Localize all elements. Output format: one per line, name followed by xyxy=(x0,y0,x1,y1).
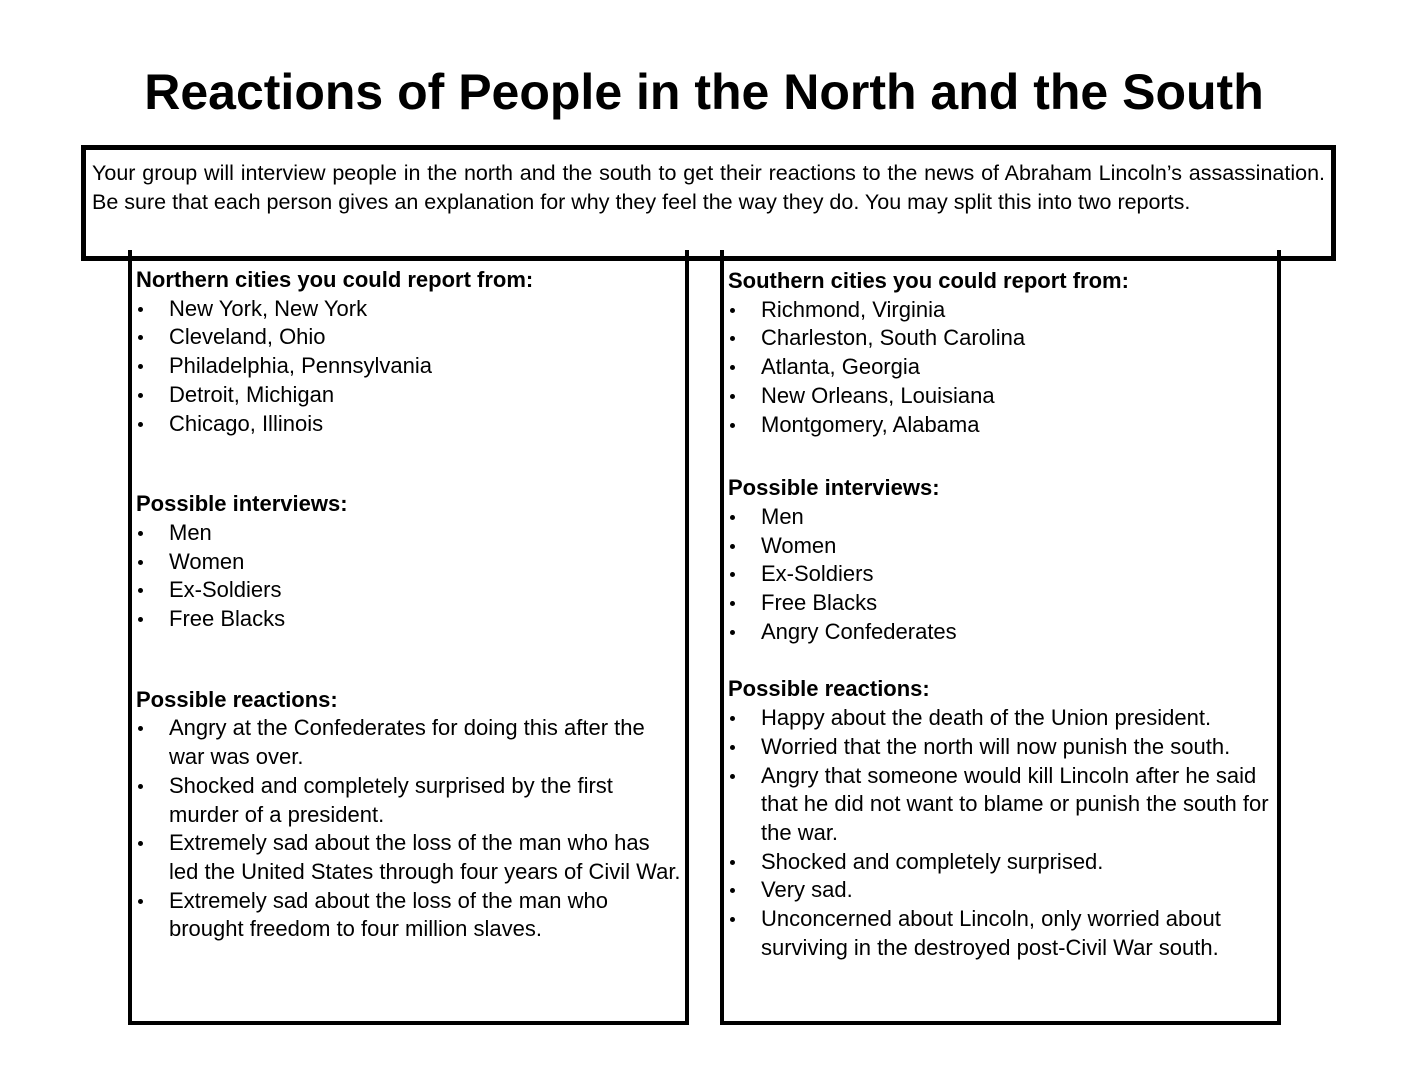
bullet-icon xyxy=(138,560,143,565)
list-item: Ex-Soldiers xyxy=(136,576,683,605)
bullet-icon xyxy=(138,899,143,904)
south-interviews-list xyxy=(728,503,1275,647)
list-item: Angry Confederates xyxy=(728,618,1275,647)
south-reactions-heading: Possible reactions: xyxy=(728,676,930,702)
bullet-icon xyxy=(730,394,735,399)
bullet-icon xyxy=(730,630,735,635)
list-item: Ex-Soldiers xyxy=(728,560,1275,589)
list-item: Extremely sad about the loss of the man who brought freedom to four million slaves. xyxy=(136,887,683,944)
list-item: Unconcerned about Lincoln, only worried about surviving in the destroyed post-Civil War south. xyxy=(728,905,1275,962)
bullet-icon xyxy=(730,601,735,606)
bullet-icon xyxy=(138,307,143,312)
list-item: Richmond, Virginia xyxy=(728,296,1275,325)
bullet-icon xyxy=(138,784,143,789)
south-column xyxy=(720,250,1281,1025)
list-item: Happy about the death of the Union president. xyxy=(728,704,1275,733)
list-item: Shocked and completely surprised. xyxy=(728,848,1275,877)
bullet-icon xyxy=(138,841,143,846)
south-interviews-heading: Possible interviews: xyxy=(728,475,940,501)
list-item: Free Blacks xyxy=(136,605,683,634)
list-item: Angry that someone would kill Lincoln after he said that he did not want to blame or punish the south for the war. xyxy=(728,762,1275,848)
bullet-icon xyxy=(730,860,735,865)
list-item: Men xyxy=(728,503,1275,532)
south-cities-heading: Southern cities you could report from: xyxy=(728,268,1129,293)
list-item: Extremely sad about the loss of the man who has led the United States through four years of Civil War. xyxy=(136,829,683,886)
bullet-icon xyxy=(730,308,735,313)
bullet-icon xyxy=(730,888,735,893)
bullet-icon xyxy=(730,544,735,549)
bullet-icon xyxy=(138,531,143,536)
bullet-icon xyxy=(730,515,735,520)
north-interviews-list xyxy=(136,519,683,634)
bullet-icon xyxy=(730,336,735,341)
list-item: Women xyxy=(136,548,683,577)
north-reactions-heading: Possible reactions: xyxy=(136,686,338,712)
instructions-box: Your group will interview people in the north and the south to get their reactions to the news of Abraham Lincoln’s assassination. Be sure that each person gives an explanation for why they feel the way they do. You may split this into two reports. xyxy=(81,145,1336,261)
bullet-icon xyxy=(138,422,143,427)
bullet-icon xyxy=(730,745,735,750)
bullet-icon xyxy=(138,393,143,398)
north-cities-heading: Northern cities you could report from: xyxy=(136,267,534,292)
list-item: New Orleans, Louisiana xyxy=(728,382,1275,411)
bullet-icon xyxy=(138,726,143,731)
list-item: Atlanta, Georgia xyxy=(728,353,1275,382)
bullet-icon xyxy=(730,774,735,779)
bullet-icon xyxy=(730,917,735,922)
list-item: Shocked and completely surprised by the first murder of a president. xyxy=(136,772,683,829)
page-title: Reactions of People in the North and the South xyxy=(144,64,1264,120)
list-item: Charleston, South Carolina xyxy=(728,324,1275,353)
bullet-icon xyxy=(138,335,143,340)
bullet-icon xyxy=(138,617,143,622)
bullet-icon xyxy=(730,716,735,721)
north-reactions-list xyxy=(136,714,683,944)
list-item: Montgomery, Alabama xyxy=(728,411,1275,440)
bullet-icon xyxy=(138,588,143,593)
bullet-icon xyxy=(730,423,735,428)
bullet-icon xyxy=(730,572,735,577)
list-item: Chicago, Illinois xyxy=(136,410,683,439)
list-item: Detroit, Michigan xyxy=(136,381,683,410)
list-item: Men xyxy=(136,519,683,548)
north-column xyxy=(128,250,689,1025)
north-cities-list xyxy=(136,295,683,439)
list-item: Free Blacks xyxy=(728,589,1275,618)
list-item: Angry at the Confederates for doing this after the war was over. xyxy=(136,714,683,771)
list-item: Worried that the north will now punish the south. xyxy=(728,733,1275,762)
list-item: Women xyxy=(728,532,1275,561)
list-item: New York, New York xyxy=(136,295,683,324)
list-item: Very sad. xyxy=(728,876,1275,905)
bullet-icon xyxy=(138,364,143,369)
list-item: Cleveland, Ohio xyxy=(136,323,683,352)
list-item: Philadelphia, Pennsylvania xyxy=(136,352,683,381)
bullet-icon xyxy=(730,365,735,370)
south-cities-list xyxy=(728,296,1275,440)
south-reactions-list xyxy=(728,704,1275,962)
north-interviews-heading: Possible interviews: xyxy=(136,491,348,517)
